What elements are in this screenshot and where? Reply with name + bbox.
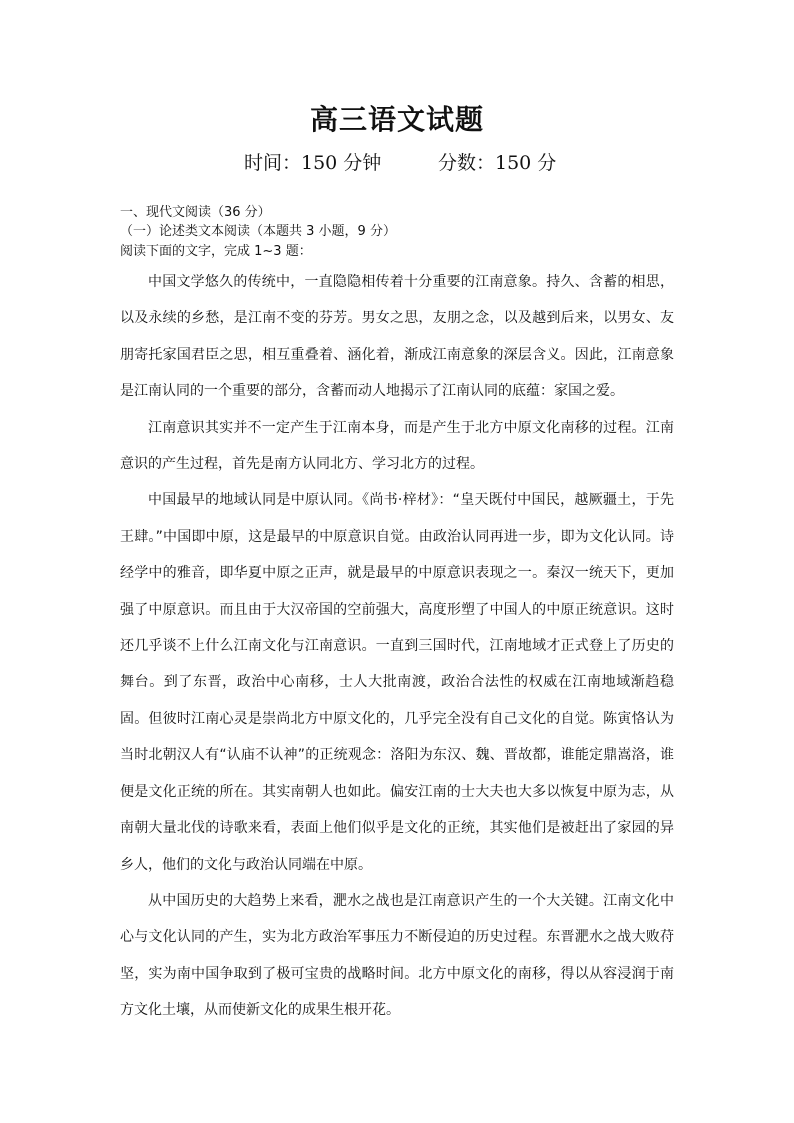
passage-paragraph-4: 从中国历史的大趋势上来看，淝水之战也是江南意识产生的一个大关键。江南文化中心与文化认同的产生，实为北方政治军事压力不断侵迫的历史过程。东晋淝水之战大败苻坚，实为南中国争取到了极可宝贵的战略时间。北方中原文化的南移，得以从容浸润于南方文化土壤，从而使新文化的成果生根开花。 (120, 892, 674, 1019)
exam-time: 时间：150 分钟 (244, 152, 382, 174)
exam-score: 分数：150 分 (438, 152, 557, 174)
page-title: 高三语文试题 (309, 103, 484, 136)
passage-paragraph-3: 中国最早的地域认同是中原认同。《尚书·梓材》：“皇天既付中国民，越厥疆土，于先王肆。”中国即中原，这是最早的中原意识自觉。由政治认同再进一步，即为文化认同。诗经学中的雅音，即华夏中原之正声，就是最早的中原意识表现之一。秦汉一统天下，更加强了中原意识。而且由于大汉帝国的空前强大，高度形塑了中国人的中原正统意识。这时还几乎谈不上什么江南文化与江南意识。一直到三国时代，江南地域才正式登上了历史的舞台。到了东晋，政治中心南移，士人大批南渡，政治合法性的权威在江南地域渐趋稳固。但彼时江南心灵是崇尚北方中原文化的，几乎完全没有自己文化的自觉。陈寅恪认为当时北朝汉人有“认庙不认神”的正统观念：洛阳为东汉、魏、晋故都，谁能定鼎嵩洛，谁便是文化正统的所在。其实南朝人也如此。偏安江南的士大夫也大多以恢复中原为志，从南朝大量北伐的诗歌来看，表面上他们似乎是文化的正统，其实他们是被赶出了家园的异乡人，他们的文化与政治认同端在中原。 (120, 492, 674, 873)
passage-paragraph-1: 中国文学悠久的传统中，一直隐隐相传着十分重要的江南意象。持久、含蓄的相思，以及永续的乡愁，是江南不变的芬芳。男女之思，友朋之念，以及越到后来，以男女、友朋寄托家国君臣之思，相互重叠着、涵化着，渐成江南意象的深层含义。因此，江南意象是江南认同的一个重要的部分，含蓄而动人地揭示了江南认同的底蕴：家国之爱。 (120, 274, 674, 400)
section-heading-modern-reading: 一、现代文阅读（36 分） (120, 205, 271, 220)
subsection-heading-argumentative: （一）论述类文本阅读（本题共 3 小题，9 分） (120, 224, 396, 239)
passage-paragraph-2: 江南意识其实并不一定产生于江南本身，而是产生于北方中原文化南移的过程。江南意识的产生过程，首先是南方认同北方、学习北方的过程。 (120, 419, 674, 473)
reading-instruction: 阅读下面的文字，完成 1~3 题： (120, 244, 312, 259)
reading-passage (120, 264, 674, 1029)
